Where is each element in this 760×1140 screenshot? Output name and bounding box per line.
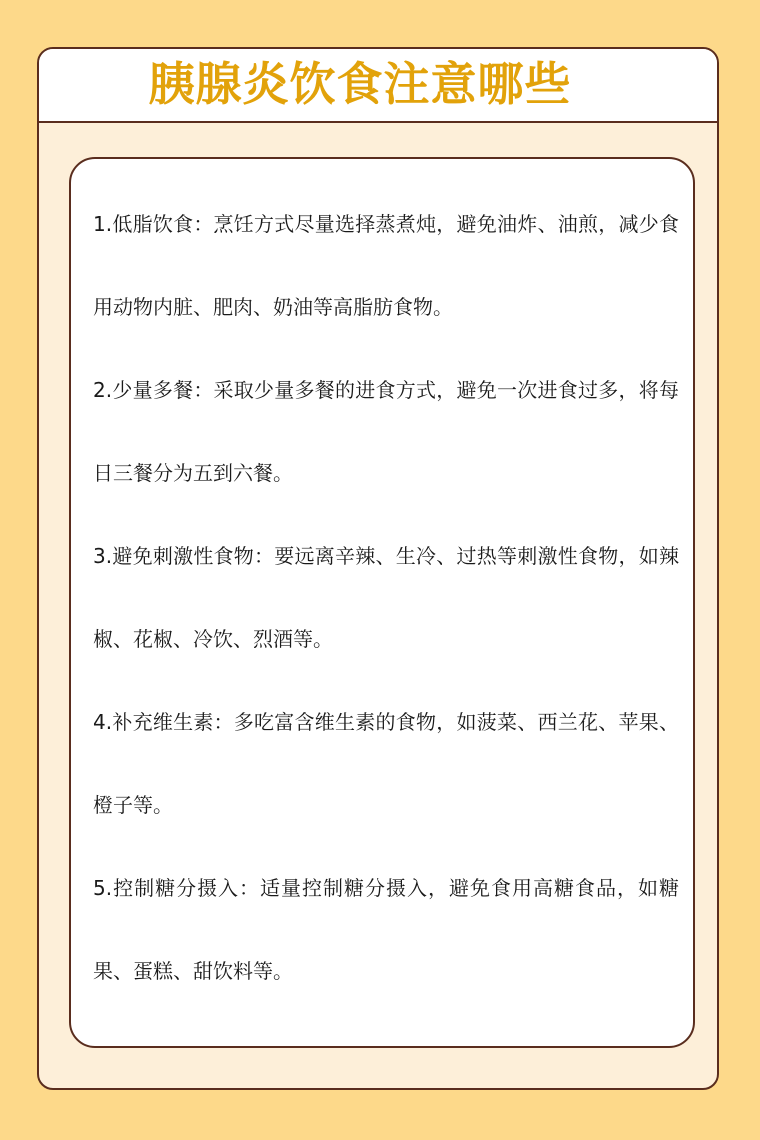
tip-item-2: 2.少量多餐：采取少量多餐的进食方式，避免一次进食过多，将每日三餐分为五到六餐。: [93, 378, 679, 485]
tip-item-1: 1.低脂饮食：烹饪方式尽量选择蒸煮炖，避免油炸、油煎，减少食用动物内脏、肥肉、奶油等高脂肪食物。: [93, 212, 679, 319]
tips-list: [93, 183, 679, 1013]
tip-item-5: 5.控制糖分摄入：适量控制糖分摄入，避免食用高糖食品，如糖果、蛋糕、甜饮料等。: [93, 876, 679, 983]
tip-item-4: 4.补充维生素：多吃富含维生素的食物，如菠菜、西兰花、苹果、橙子等。: [93, 710, 679, 817]
tip-item-3: 3.避免刺激性食物：要远离辛辣、生冷、过热等刺激性食物，如辣椒、花椒、冷饮、烈酒等。: [93, 544, 679, 651]
outer-card: [37, 47, 719, 1090]
page-title: 胰腺炎饮食注意哪些: [148, 57, 572, 111]
header-band: [39, 49, 717, 123]
content-card: [69, 157, 695, 1048]
